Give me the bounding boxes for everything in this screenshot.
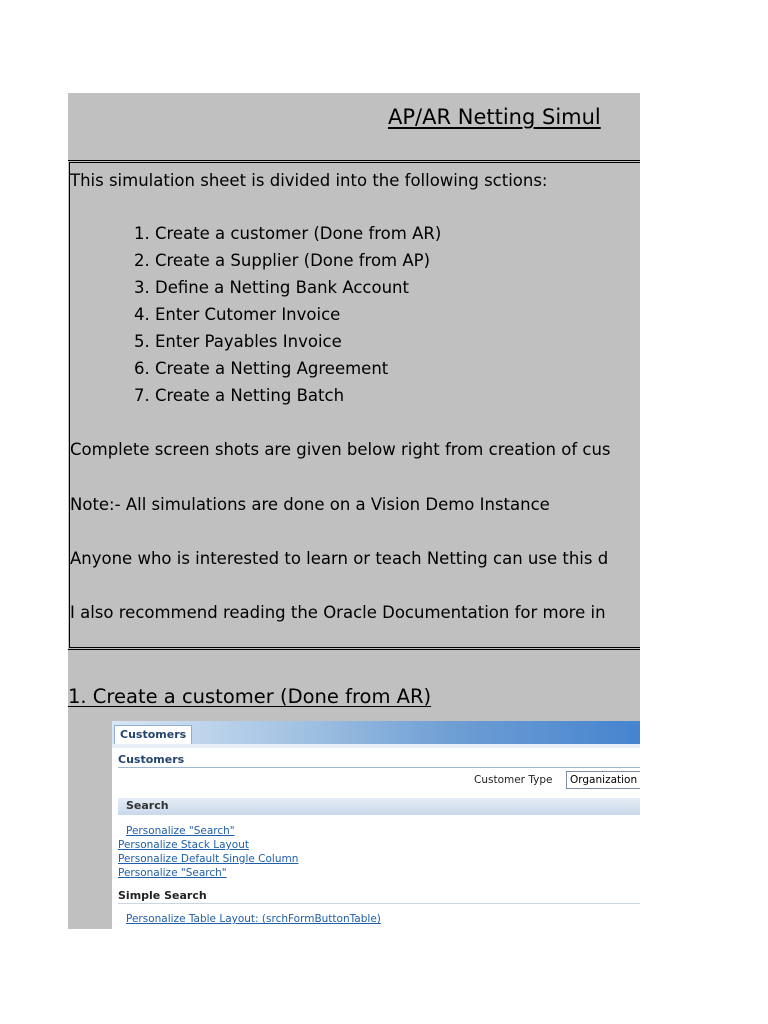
recommend-text: I also recommend reading the Oracle Documentation for more in (70, 603, 606, 622)
intro-box (68, 160, 640, 650)
simple-search-label: Simple Search (118, 889, 640, 904)
search-bar (118, 798, 640, 815)
complete-screenshots-text: Complete screen shots are given below right from creation of cus (70, 440, 611, 459)
intro-text: This simulation sheet is divided into the following sctions: (70, 171, 548, 190)
section-list-item: 1. Create a customer (Done from AR) (134, 224, 442, 243)
personalize-table-layout-link[interactable]: Personalize Table Layout: (srchFormButtonTable) (126, 913, 381, 925)
embedded-screenshot (112, 721, 640, 929)
section-list-item: 6. Create a Netting Agreement (134, 359, 389, 378)
customer-type-label: Customer Type (474, 774, 553, 786)
section-1-heading: 1. Create a customer (Done from AR) (68, 685, 432, 708)
tab-bar (112, 721, 640, 744)
section-list-item: 5. Enter Payables Invoice (134, 332, 342, 351)
section-list-item: 4. Enter Cutomer Invoice (134, 305, 341, 324)
customer-type-select[interactable]: Organization (566, 771, 640, 789)
section-list-item: 2. Create a Supplier (Done from AP) (134, 251, 431, 270)
personalize-default-single-column-link[interactable]: Personalize Default Single Column (118, 853, 299, 865)
search-label: Search (126, 799, 169, 812)
personalize-stack-layout-link[interactable]: Personalize Stack Layout (118, 839, 249, 851)
document-sheet (68, 93, 640, 929)
personalize-search-link[interactable]: Personalize "Search" (126, 825, 235, 837)
section-list-item: 3. Define a Netting Bank Account (134, 278, 409, 297)
anyone-text: Anyone who is interested to learn or teach Netting can use this d (70, 549, 609, 568)
tab-customers[interactable]: Customers (114, 725, 192, 745)
document-title: AP/AR Netting Simul (388, 105, 601, 129)
tab-strip (112, 744, 640, 748)
note-text: Note:- All simulations are done on a Vision Demo Instance (70, 495, 550, 514)
personalize-search-link-2[interactable]: Personalize "Search" (118, 867, 227, 879)
section-list-item: 7. Create a Netting Batch (134, 386, 345, 405)
page-header: Customers (118, 753, 640, 768)
